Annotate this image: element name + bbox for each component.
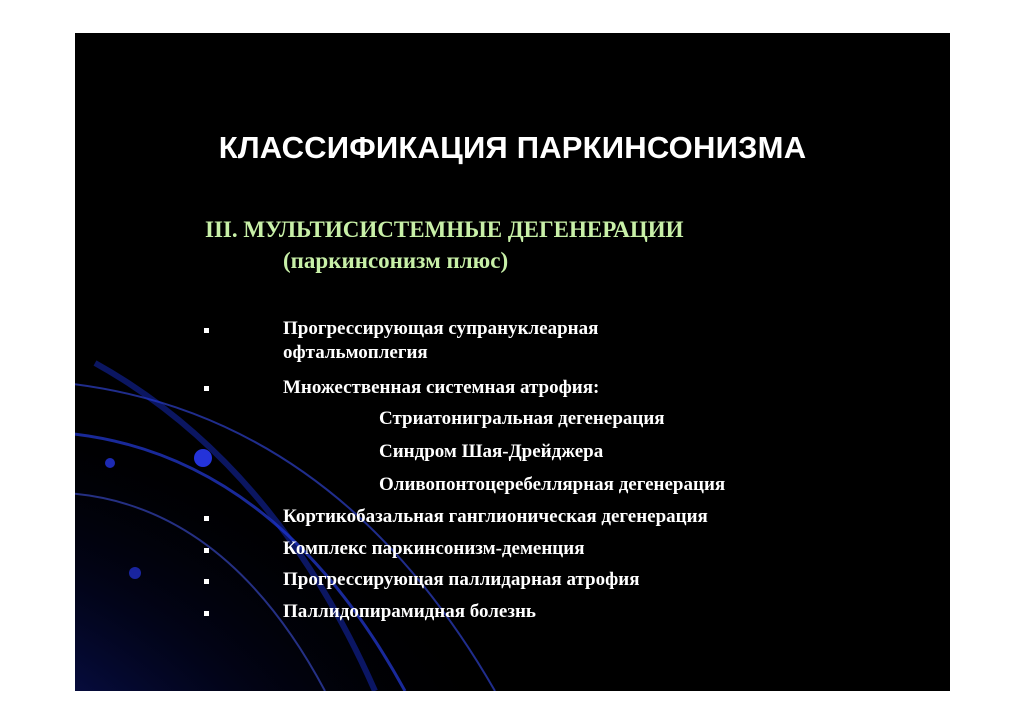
decor-dot-2 <box>105 458 115 468</box>
presentation-slide <box>75 33 950 691</box>
bullet-icon <box>204 386 209 391</box>
decor-dot-1 <box>194 449 212 467</box>
decor-dot-3 <box>129 567 141 579</box>
list-item: Кортикобазальная ганглионическая дегенерация <box>283 506 708 527</box>
list-item: Паллидопирамидная болезнь <box>283 601 536 622</box>
sub-list-item: Стриатонигральная дегенерация <box>379 408 665 429</box>
slide-title: КЛАССИФИКАЦИЯ ПАРКИНСОНИЗМА <box>218 130 807 165</box>
sub-list-item: Оливопонтоцеребеллярная дегенерация <box>379 474 726 495</box>
list-item <box>283 317 598 365</box>
bullet-icon <box>204 328 209 333</box>
section-heading-line1: III. МУЛЬТИСИСТЕМНЫЕ ДЕГЕНЕРАЦИИ <box>205 217 684 242</box>
list-item-label: Прогрессирующая супрануклеарная <box>283 318 599 339</box>
section-heading-line2: (паркинсонизм плюс) <box>283 248 509 273</box>
bullet-icon <box>204 548 209 553</box>
sub-list-item: Синдром Шая-Дрейджера <box>379 441 604 462</box>
bullet-icon <box>204 516 209 521</box>
section-heading <box>205 214 684 276</box>
list-item-label-cont: офтальмоплегия <box>283 342 428 363</box>
list-item: Множественная системная атрофия: <box>283 377 600 398</box>
bullet-icon <box>204 611 209 616</box>
bullet-icon <box>204 579 209 584</box>
list-item: Прогрессирующая паллидарная атрофия <box>283 569 640 590</box>
list-item: Комплекс паркинсонизм-деменция <box>283 538 585 559</box>
